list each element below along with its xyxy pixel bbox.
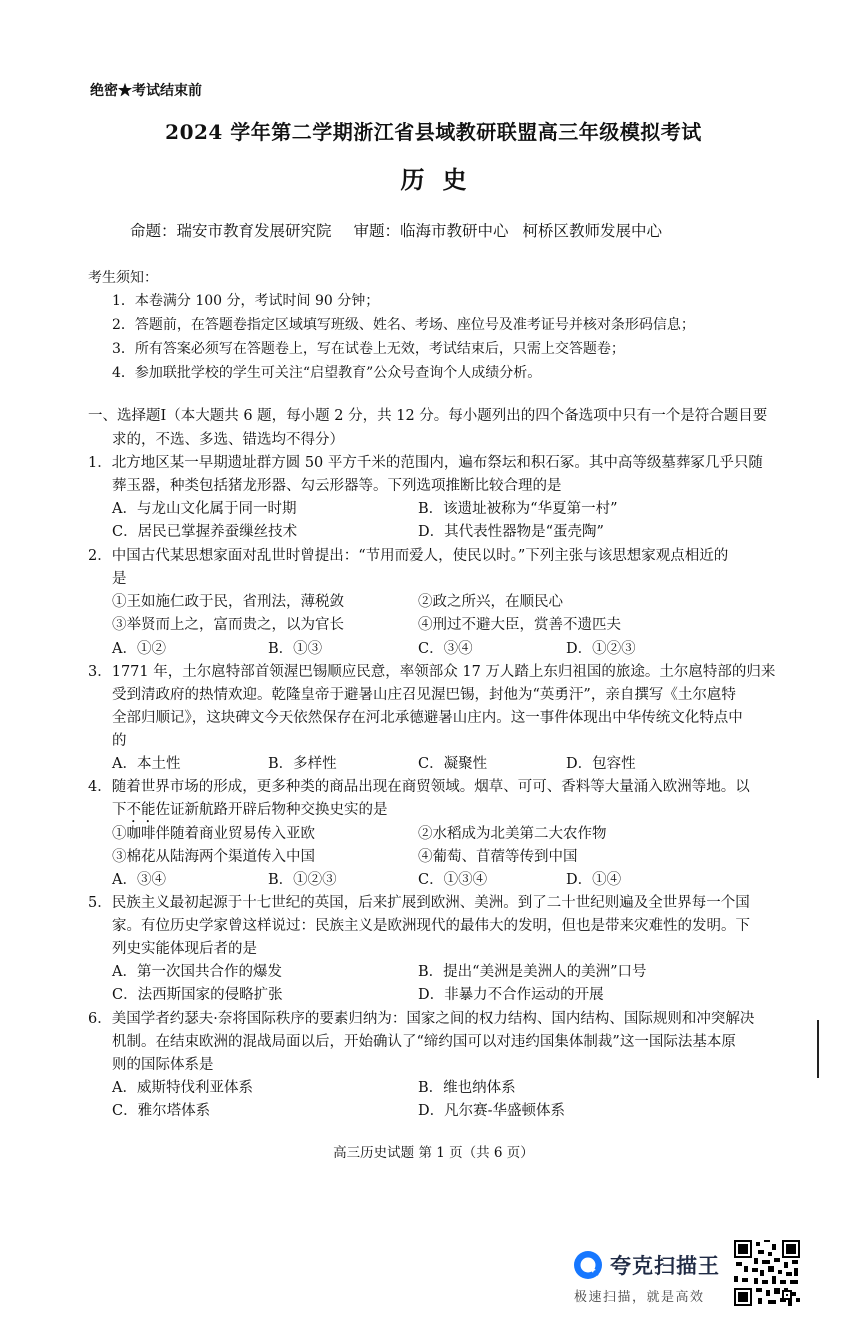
brand-slogan: 极速扫描，就是高效: [574, 1290, 705, 1305]
question-6-stem: 6．美国学者约瑟夫·奈将国际秩序的要素归纳为：国家之间的权力结构、国内结构、国际规则和冲突解决: [88, 1011, 755, 1027]
notice-item: 1．本卷满分 100 分，考试时间 90 分钟；: [112, 293, 380, 309]
q6-option-b: B．维也纳体系: [418, 1080, 516, 1096]
notice-item: 2．答题前，在答题卷指定区域填写班级、姓名、考场、座位号及准考证号并核对条形码信息；: [112, 317, 695, 333]
q2-option-c: C．③④: [418, 641, 473, 657]
notice-item: 3．所有答案必须写在答题卷上，写在试卷上无效，考试结束后，只需上交答题卷；: [112, 341, 625, 357]
q6-option-a: A．威斯特伐利亚体系: [112, 1080, 253, 1096]
section-heading-cont: 求的，不选、多选、错选均不得分）: [112, 432, 344, 448]
q1-option-a: A．与龙山文化属于同一时期: [112, 501, 297, 517]
q2-item-2: ②政之所兴，在顺民心: [418, 594, 563, 610]
q5-option-a: A．第一次国共合作的爆发: [112, 964, 282, 980]
question-1-stem-cont: 葬玉器，种类包括猪龙形器、勾云形器等。下列选项推断比较合理的是: [112, 478, 562, 494]
question-3-stem-cont: 受到清政府的热情欢迎。乾隆皇帝于避暑山庄召见渥巴锡，封他为“英勇汗”，亲自撰写《土尔扈特: [112, 687, 736, 703]
section-heading: 一、选择题Ⅰ（本大题共 6 题，每小题 2 分，共 12 分。每小题列出的四个备选项中只有一个是符合题目要: [88, 408, 768, 424]
brand-name: 夸克扫描王: [610, 1254, 720, 1278]
q3-option-c: C．凝聚性: [418, 756, 488, 772]
question-3-stem-cont: 全部归顺记》，这块碑文今天依然保存在河北承德避暑山庄内。这一事件体现出中华传统文化特点中: [112, 710, 743, 726]
q1-option-c: C．居民已掌握养蚕缫丝技术: [112, 524, 298, 540]
q2-option-b: B．①③: [268, 641, 323, 657]
q1-option-d: D．其代表性器物是“蛋壳陶”: [418, 524, 604, 540]
question-5-stem: 5．民族主义最初起源于十七世纪的英国，后来扩展到欧洲、美洲。到了二十世纪则遍及全世界每一个国: [88, 895, 750, 911]
subject-title: 历史: [400, 165, 485, 194]
scanner-watermark: [572, 1246, 737, 1310]
question-2-stem-cont: 是: [112, 571, 127, 587]
q4-emphasis: 不能: [126, 802, 156, 818]
q4-option-d: D．①④: [566, 872, 622, 888]
question-3-stem-cont: 的: [112, 733, 127, 749]
quark-logo-icon: [572, 1249, 604, 1281]
q5-option-c: C．法西斯国家的侵略扩张: [112, 987, 283, 1003]
q4-option-c: C．①③④: [418, 872, 488, 888]
q6-option-c: C．雅尔塔体系: [112, 1103, 211, 1119]
confidential-mark: 绝密★考试结束前: [90, 83, 202, 99]
question-6-stem-cont: 则的国际体系是: [112, 1057, 214, 1073]
question-4-stem: 4．随着世界市场的形成，更多种类的商品出现在商贸领域。烟草、可可、香料等大量涌入欧洲等地。以: [88, 779, 750, 795]
notice-item: 4．参加联批学校的学生可关注“启望教育”公众号查询个人成绩分析。: [112, 365, 542, 381]
question-1-stem: 1．北方地区某一早期遗址群方圆 50 平方千米的范围内，遍布祭坛和积石冢。其中高等级墓葬冢几乎只随: [88, 455, 763, 471]
q3-option-b: B．多样性: [268, 756, 337, 772]
q4-option-a: A．③④: [112, 872, 166, 888]
q5-option-b: B．提出“美洲是美洲人的美洲”口号: [418, 964, 647, 980]
notice-heading: 考生须知：: [88, 270, 158, 286]
q3-option-a: A．本土性: [112, 756, 181, 772]
q2-option-a: A．①②: [112, 641, 166, 657]
authors-line: [130, 219, 662, 241]
q4-item-4: ④葡萄、苜蓿等传到中国: [418, 849, 578, 865]
question-5-stem-cont: 列史实能体现后者的是: [112, 941, 257, 957]
q4-item-2: ②水稻成为北美第二大农作物: [418, 826, 607, 842]
q2-item-3: ③举贤而上之，富而贵之，以为官长: [112, 617, 344, 633]
q2-item-4: ④刑过不避大臣，赏善不遗匹夫: [418, 617, 621, 633]
q1-option-b: B．该遗址被称为“华夏第一村”: [418, 501, 618, 517]
reviewer-2: 柯桥区教师发展中心: [522, 222, 663, 240]
q3-option-d: D．包容性: [566, 756, 636, 772]
q4-line2-post: 佐证新航路开辟后物种交换史实的是: [155, 802, 388, 818]
q2-option-d: D．①②③: [566, 641, 636, 657]
q4-line2-pre: 下: [112, 802, 127, 818]
question-3-stem: 3．1771 年，土尔扈特部首领渥巴锡顺应民意，率领部众 17 万人踏上东归祖国的旅途。土尔扈特部的归来: [88, 664, 776, 680]
q4-item-1: ①咖啡伴随着商业贸易传入亚欧: [112, 826, 315, 842]
q2-item-1: ①王如施仁政于民，省刑法，薄税敛: [112, 594, 344, 610]
reviewer: 审题：临海市教研中心: [353, 222, 509, 240]
page-footer: 高三历史试题 第 1 页（共 6 页）: [333, 1145, 534, 1161]
q4-item-3: ③棉花从陆海两个渠道传入中国: [112, 849, 315, 865]
scan-edge-mark: [817, 1020, 819, 1078]
exam-title: 2024 学年第二学期浙江省县域教研联盟高三年级模拟考试: [165, 120, 702, 144]
q6-option-d: D．凡尔赛-华盛顿体系: [418, 1103, 566, 1119]
proposer: 命题：瑞安市教育发展研究院: [130, 222, 332, 240]
question-2-stem: 2．中国古代某思想家面对乱世时曾提出：“节用而爱人，使民以时。”下列主张与该思想家观点相近的: [88, 548, 729, 564]
q4-option-b: B．①②③: [268, 872, 337, 888]
question-6-stem-cont: 机制。在结束欧洲的混战局面以后，开始确认了“缔约国可以对违约国集体制裁”这一国际法基本原: [112, 1034, 736, 1050]
q5-option-d: D．非暴力不合作运动的开展: [418, 987, 604, 1003]
question-5-stem-cont: 家。有位历史学家曾这样说过：民族主义是欧洲现代的最伟大的发明，但也是带来灾难性的发明。下: [112, 918, 750, 934]
qr-code-icon: [734, 1240, 800, 1306]
